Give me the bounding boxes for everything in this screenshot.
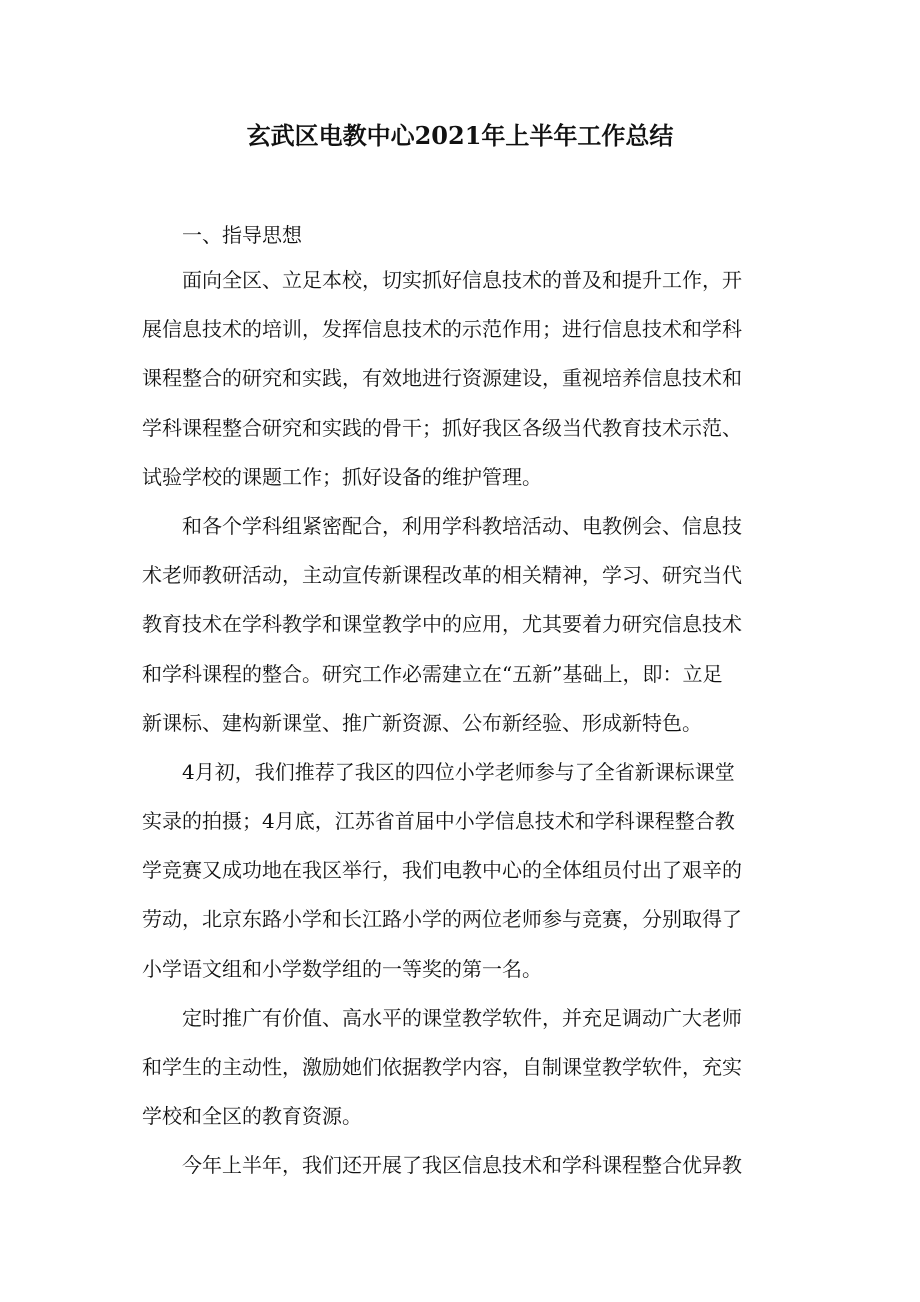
paragraph-line: 学校和全区的教育资源。	[142, 1104, 362, 1129]
paragraph-2	[142, 502, 774, 748]
paragraph-line: 和各个学科组紧密配合，利用学科教培活动、电教例会、信息技	[182, 513, 742, 538]
paragraph-line: 定时推广有价值、高水平的课堂教学软件，并充足调动广大老师	[182, 1005, 742, 1030]
paragraph-line: 试验学校的课题工作；抓好设备的维护管理。	[142, 464, 542, 489]
paragraph-line: 4月初，我们推荐了我区的四位小学老师参与了全省新课标课堂	[182, 759, 735, 784]
paragraph-5	[142, 1141, 774, 1190]
paragraph-1	[142, 256, 774, 502]
paragraph-line: 劳动，北京东路小学和长江路小学的两位老师参与竞赛，分别取得了	[142, 907, 742, 932]
paragraph-line: 术老师教研活动，主动宣传新课程改革的相关精神，学习、研究当代	[142, 563, 742, 588]
paragraph-line: 面向全区、立足本校，切实抓好信息技术的普及和提升工作，开	[182, 268, 742, 292]
paragraph-line: 课程整合的研究和实践，有效地进行资源建设，重视培养信息技术和	[142, 366, 742, 391]
paragraph-line: 学科课程整合研究和实践的骨干；抓好我区各级当代教育技术示范、	[142, 415, 742, 440]
paragraph-line: 新课标、建构新课堂、推广新资源、公布新经验、形成新特色。	[142, 710, 702, 735]
paragraph-line: 和学生的主动性，激励她们依据教学内容，自制课堂教学软件，充实	[142, 1055, 742, 1079]
paragraph-line: 小学语文组和小学数学组的一等奖的第一名。	[142, 956, 542, 981]
paragraph-line: 今年上半年，我们还开展了我区信息技术和学科课程整合优异教	[182, 1153, 742, 1178]
paragraph-3	[142, 748, 774, 994]
paragraph-line: 学竞赛又成功地在我区举行，我们电教中心的全体组员付出了艰辛的	[142, 858, 742, 883]
document-title: 玄武区电教中心2021年上半年工作总结	[246, 121, 674, 150]
paragraph-line: 教育技术在学科教学和课堂教学中的应用，尤其要着力研究信息技术	[142, 612, 742, 637]
section-heading: 一、指导思想	[182, 223, 302, 247]
paragraph-line: 和学科课程的整合。研究工作必需建立在“五新”基础上，即：立足	[142, 661, 723, 686]
paragraph-line: 展信息技术的培训，发挥信息技术的示范作用；进行信息技术和学科	[142, 317, 742, 342]
document-body	[142, 214, 774, 1191]
paragraph-4	[142, 994, 774, 1142]
paragraph-line: 实录的拍摄；4月底，江苏省首届中小学信息技术和学科课程整合教	[142, 809, 735, 834]
